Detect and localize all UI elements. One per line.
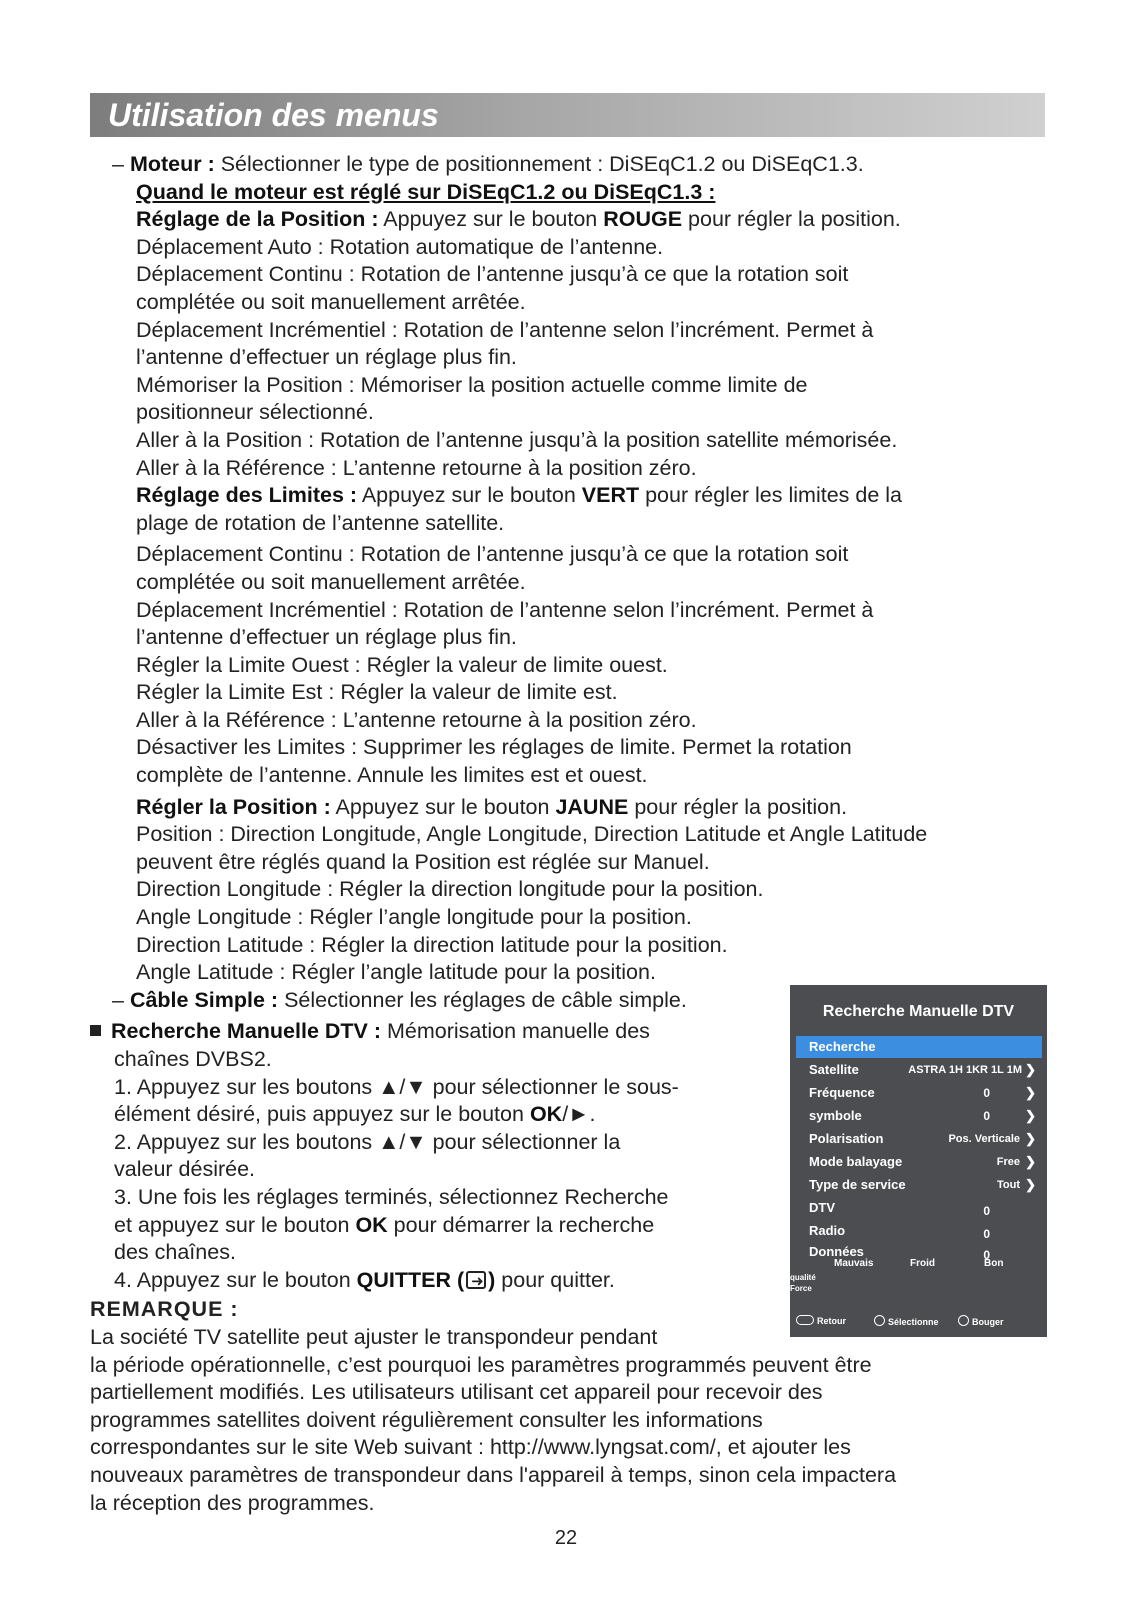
- text-line: nouveaux paramètres de transpondeur dans l'appareil à temps, sinon cela impactera: [90, 1462, 897, 1487]
- quality-label-bon: Bon: [984, 1258, 1004, 1269]
- text-line: Mémoriser la Position : Mémoriser la position actuelle comme limite de: [136, 372, 808, 397]
- text-line: l’antenne d’effectuer un réglage plus fin.: [136, 625, 517, 650]
- tv-row-value: 0: [983, 1086, 990, 1100]
- chevron-right-icon: ❯: [1025, 1177, 1036, 1192]
- tv-row-label: Données: [809, 1244, 864, 1259]
- text-line: Désactiver les Limites : Supprimer les réglages de limite. Permet la rotation: [136, 735, 852, 760]
- back-button-icon: [796, 1315, 814, 1325]
- tv-row-label: Polarisation: [809, 1131, 884, 1146]
- text-line: Aller à la Référence : L’antenne retourne à la position zéro.: [136, 455, 697, 480]
- text-line: Position : Direction Longitude, Angle Longitude, Direction Latitude et Angle Latitude: [136, 822, 928, 847]
- text-line: 4. Appuyez sur le bouton QUITTER (➜ ) pour quitter.: [90, 1267, 1055, 1295]
- chevron-right-icon: ❯: [1025, 1131, 1036, 1146]
- tv-row-value: 0: [983, 1248, 990, 1262]
- text-line: complète de l’antenne. Annule les limites est et ouest.: [136, 763, 648, 788]
- ok-button-icon: [874, 1315, 885, 1326]
- text-line: l’antenne d’effectuer un réglage plus fin.: [136, 345, 517, 370]
- footer-bouger: Bouger: [958, 1315, 1004, 1327]
- tv-row-value: 0: [983, 1109, 990, 1123]
- tv-row-value: 0: [983, 1204, 990, 1218]
- text-line: 1. Appuyez sur les boutons ▲/▼ pour sélectionner le sous-: [114, 1074, 679, 1099]
- text-line: des chaînes.: [114, 1240, 236, 1265]
- text-line: élément désiré, puis appuyez sur le bouton OK/►.: [114, 1102, 596, 1127]
- tv-row-value: Free: [996, 1156, 1020, 1168]
- tv-row-radio: [796, 1220, 1042, 1242]
- text-line: Direction Latitude : Régler la direction latitude pour la position.: [136, 932, 728, 957]
- tv-row-recherche[interactable]: [796, 1036, 1042, 1058]
- text-line: – Moteur : Sélectionner le type de positionnement : DiSEqC1.2 ou DiSEqC1.3.: [112, 152, 864, 176]
- text-line: Quand le moteur est réglé sur DiSEqC1.2 ou DiSEqC1.3 :: [136, 179, 716, 204]
- text-line: 3. Une fois les réglages terminés, sélectionnez Recherche: [114, 1184, 669, 1209]
- tv-row-label: symbole: [809, 1108, 862, 1123]
- text-line: chaînes DVBS2.: [114, 1047, 272, 1071]
- tv-row-label: Type de service: [809, 1177, 906, 1192]
- tv-row-label: DTV: [809, 1200, 835, 1215]
- text-line: Déplacement Continu : Rotation de l’antenne jusqu’à ce que la rotation soit: [136, 542, 849, 567]
- tv-row-label: Fréquence: [809, 1085, 875, 1100]
- text-line: La société TV satellite peut ajuster le transpondeur pendant: [90, 1324, 658, 1349]
- tv-row-mode-balayage[interactable]: [796, 1151, 1042, 1173]
- quality-label-froid: Froid: [910, 1258, 935, 1269]
- text-line: – Câble Simple : Sélectionner les réglages de câble simple.: [112, 987, 687, 1012]
- text-line: 2. Appuyez sur les boutons ▲/▼ pour sélectionner la: [114, 1129, 621, 1154]
- tv-row-value: Tout: [996, 1179, 1020, 1191]
- tv-row-label: Radio: [809, 1223, 846, 1238]
- text-line: Déplacement Incrémentiel : Rotation de l’antenne selon l’incrément. Permet à: [136, 317, 874, 342]
- text-line: peuvent être réglés quand la Position est réglée sur Manuel.: [136, 849, 710, 874]
- section-title: Utilisation des menus: [108, 97, 439, 133]
- quality-label-mauvais: Mauvais: [834, 1258, 874, 1269]
- quality-label: qualité: [790, 1273, 816, 1282]
- text-line: Régler la Position : Appuyez sur le bouton JAUNE pour régler la position.: [136, 794, 848, 819]
- text-line: Aller à la Référence : L’antenne retourne à la position zéro.: [136, 707, 697, 732]
- chevron-right-icon: ❯: [1025, 1085, 1036, 1100]
- square-bullet-icon: [90, 1025, 101, 1036]
- text-line: Angle Longitude : Régler l’angle longitude pour la position.: [136, 905, 692, 930]
- tv-row-type-service[interactable]: [796, 1174, 1042, 1196]
- text-line: complétée ou soit manuellement arrêtée.: [136, 569, 526, 594]
- text-line: Réglage de la Position : Appuyez sur le bouton ROUGE pour régler la position.: [136, 207, 901, 232]
- tv-row-symbole[interactable]: [796, 1105, 1042, 1127]
- text-line: la réception des programmes.: [90, 1490, 375, 1515]
- text-line: Déplacement Continu : Rotation de l’antenne jusqu’à ce que la rotation soit: [136, 262, 849, 287]
- text-line: Réglage des Limites : Appuyez sur le bouton VERT pour régler les limites de la: [136, 483, 903, 508]
- text-line: complétée ou soit manuellement arrêtée.: [136, 289, 526, 314]
- text-line: Angle Latitude : Régler l’angle latitude pour la position.: [136, 960, 656, 985]
- text-line: Régler la Limite Est : Régler la valeur de limite est.: [136, 680, 618, 705]
- text-line: Déplacement Incrémentiel : Rotation de l’antenne selon l’incrément. Permet à: [136, 597, 874, 622]
- text-line: plage de rotation de l’antenne satellite.: [136, 510, 505, 535]
- tv-row-label: Recherche: [809, 1039, 876, 1054]
- chevron-right-icon: ❯: [1025, 1108, 1036, 1123]
- text-line: Direction Longitude : Régler la direction longitude pour la position.: [136, 877, 764, 902]
- tv-row-value: Pos. Verticale: [948, 1133, 1020, 1145]
- tv-row-label: Satellite: [809, 1062, 859, 1077]
- text-line: positionneur sélectionné.: [136, 400, 374, 425]
- text-line: Recherche Manuelle DTV : Mémorisation manuelle des: [90, 1018, 1055, 1046]
- text-line: la période opérationnelle, c’est pourquoi les paramètres programmés peuvent être: [90, 1352, 872, 1377]
- tv-row-value: ASTRA 1H 1KR 1L 1M: [908, 1064, 1022, 1076]
- chevron-right-icon: ❯: [1025, 1154, 1036, 1169]
- force-label: Force: [790, 1284, 812, 1293]
- section-header: [90, 93, 1045, 137]
- exit-icon: [466, 1271, 486, 1289]
- text-line: partiellement modifiés. Les utilisateurs utilisant cet appareil pour recevoir des: [90, 1380, 823, 1405]
- navigate-icon: [958, 1315, 969, 1326]
- tv-row-satellite[interactable]: [796, 1059, 1042, 1081]
- page-number: 22: [554, 1527, 578, 1549]
- tv-row-polarisation[interactable]: [796, 1128, 1042, 1150]
- tv-row-value: 0: [983, 1227, 990, 1241]
- tv-row-label: Mode balayage: [809, 1154, 903, 1169]
- text-line: correspondantes sur le site Web suivant : http://www.lyngsat.com/, et ajouter les: [90, 1435, 851, 1460]
- tv-row-dtv: [796, 1197, 1042, 1219]
- text-line: Déplacement Auto : Rotation automatique de l’antenne.: [136, 234, 664, 259]
- text-line: valeur désirée.: [114, 1157, 256, 1182]
- remark-title: REMARQUE :: [90, 1297, 239, 1322]
- tv-menu-title: Recherche Manuelle DTV: [822, 1003, 1015, 1020]
- text-line: programmes satellites doivent régulièrement consulter les informations: [90, 1407, 763, 1432]
- footer-retour: Retour: [796, 1315, 846, 1326]
- text-line: Régler la Limite Ouest : Régler la valeur de limite ouest.: [136, 652, 668, 677]
- tv-row-frequence[interactable]: [796, 1082, 1042, 1104]
- tv-menu-screenshot: [790, 985, 1047, 1337]
- chevron-right-icon: ❯: [1025, 1062, 1036, 1077]
- text-line: et appuyez sur le bouton OK pour démarrer la recherche: [114, 1212, 655, 1237]
- text-line: Aller à la Position : Rotation de l’antenne jusqu’à la position satellite mémorisée.: [136, 427, 898, 452]
- footer-selectionne: Sélectionne: [874, 1315, 939, 1327]
